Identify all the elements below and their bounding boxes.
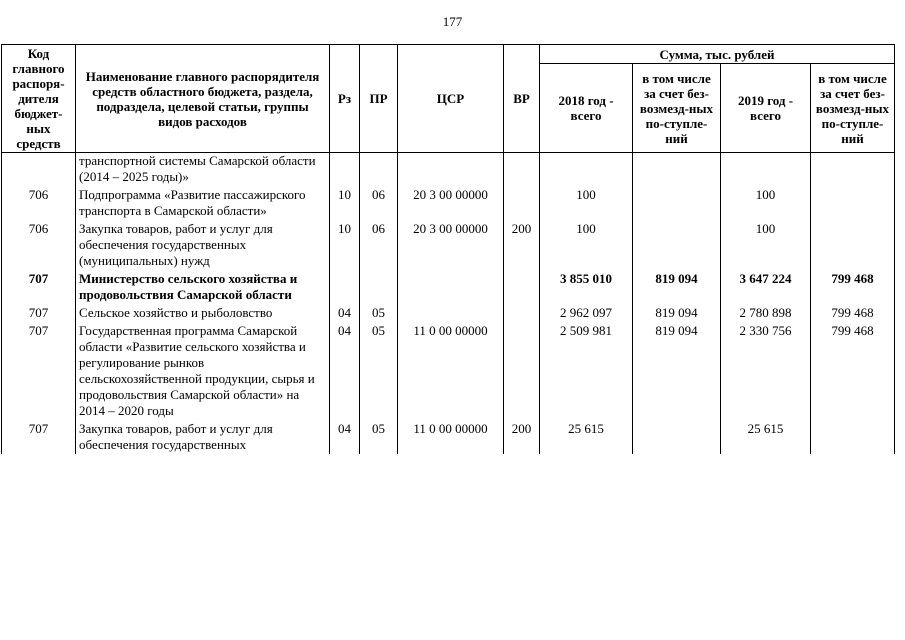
- header-2019-total: 2019 год - всего: [721, 64, 811, 153]
- cell-code: 706: [2, 186, 76, 220]
- cell-2019-free: [811, 420, 895, 454]
- header-name: Наименование главного распорядителя средств областного бюджета, раздела, подраздела, целевой статьи, группы видов расходов: [76, 45, 330, 153]
- cell-code: 706: [2, 220, 76, 270]
- cell-name: Закупка товаров, работ и услуг для обеспечения государственных (муниципальных) нужд: [76, 220, 330, 270]
- cell-csr: 11 0 00 00000: [398, 322, 504, 420]
- header-2018-total: 2018 год - всего: [540, 64, 633, 153]
- cell-code: 707: [2, 322, 76, 420]
- cell-code: 707: [2, 304, 76, 322]
- cell-code: 707: [2, 420, 76, 454]
- cell-name: Государственная программа Самарской области «Развитие сельского хозяйства и регулирование рынков сельскохозяйственной продукции, сырья и продовольствия Самарской области» на 2014 – 2020 годы: [76, 322, 330, 420]
- cell-csr: [398, 304, 504, 322]
- cell-pr: [360, 153, 398, 187]
- cell-2018-free: [633, 420, 721, 454]
- cell-2019-total: 100: [721, 186, 811, 220]
- cell-name: Закупка товаров, работ и услуг для обеспечения государственных: [76, 420, 330, 454]
- header-vr: ВР: [504, 45, 540, 153]
- cell-vr: [504, 270, 540, 304]
- cell-2019-free: [811, 186, 895, 220]
- cell-rz: 04: [330, 322, 360, 420]
- cell-2018-free: 819 094: [633, 322, 721, 420]
- cell-2018-free: [633, 220, 721, 270]
- cell-2018-free: [633, 186, 721, 220]
- cell-2019-free: 799 468: [811, 270, 895, 304]
- cell-code: [2, 153, 76, 187]
- header-2018-free: в том числе за счет без-возмезд-ных по-ступле-ний: [633, 64, 721, 153]
- cell-rz: [330, 270, 360, 304]
- table-row: [2, 186, 895, 220]
- cell-vr: [504, 186, 540, 220]
- cell-2019-free: [811, 153, 895, 187]
- cell-2019-total: 3 647 224: [721, 270, 811, 304]
- cell-name: Сельское хозяйство и рыболовство: [76, 304, 330, 322]
- cell-pr: 05: [360, 322, 398, 420]
- cell-2019-total: [721, 153, 811, 187]
- table-body: [2, 153, 895, 455]
- cell-2019-total: 2 330 756: [721, 322, 811, 420]
- cell-pr: 05: [360, 420, 398, 454]
- cell-2018-total: 100: [540, 186, 633, 220]
- table-row: [2, 420, 895, 454]
- cell-rz: 10: [330, 186, 360, 220]
- cell-2018-total: 2 509 981: [540, 322, 633, 420]
- cell-2018-total: 3 855 010: [540, 270, 633, 304]
- cell-2019-total: 25 615: [721, 420, 811, 454]
- cell-rz: 04: [330, 420, 360, 454]
- cell-pr: 05: [360, 304, 398, 322]
- header-2019-free: в том числе за счет без-возмезд-ных по-ступле-ний: [811, 64, 895, 153]
- cell-2019-free: [811, 220, 895, 270]
- cell-name: Подпрограмма «Развитие пассажирского транспорта в Самарской области»: [76, 186, 330, 220]
- cell-code: 707: [2, 270, 76, 304]
- cell-name: Министерство сельского хозяйства и продовольствия Самарской области: [76, 270, 330, 304]
- cell-vr: [504, 304, 540, 322]
- budget-table: [1, 44, 895, 454]
- cell-2019-total: 100: [721, 220, 811, 270]
- cell-rz: 10: [330, 220, 360, 270]
- cell-csr: 20 3 00 00000: [398, 220, 504, 270]
- cell-pr: 06: [360, 220, 398, 270]
- cell-2018-total: 25 615: [540, 420, 633, 454]
- cell-vr: [504, 153, 540, 187]
- cell-vr: [504, 322, 540, 420]
- cell-2018-free: 819 094: [633, 270, 721, 304]
- header-csr: ЦСР: [398, 45, 504, 153]
- cell-csr: [398, 153, 504, 187]
- table-row: [2, 270, 895, 304]
- cell-2019-total: 2 780 898: [721, 304, 811, 322]
- header-pr: ПР: [360, 45, 398, 153]
- cell-csr: 20 3 00 00000: [398, 186, 504, 220]
- cell-rz: [330, 153, 360, 187]
- cell-csr: 11 0 00 00000: [398, 420, 504, 454]
- cell-2018-free: 819 094: [633, 304, 721, 322]
- cell-2018-total: [540, 153, 633, 187]
- table-row: [2, 153, 895, 187]
- cell-vr: 200: [504, 220, 540, 270]
- cell-2018-free: [633, 153, 721, 187]
- cell-vr: 200: [504, 420, 540, 454]
- table-row: [2, 220, 895, 270]
- cell-pr: [360, 270, 398, 304]
- header-sum: Сумма, тыс. рублей: [540, 45, 895, 64]
- cell-name: транспортной системы Самарской области (2014 – 2025 годы)»: [76, 153, 330, 187]
- header-rz: Рз: [330, 45, 360, 153]
- table-header: [2, 45, 895, 153]
- page-number: 177: [442, 14, 463, 29]
- cell-2019-free: 799 468: [811, 304, 895, 322]
- cell-2018-total: 2 962 097: [540, 304, 633, 322]
- cell-rz: 04: [330, 304, 360, 322]
- table-row: [2, 322, 895, 420]
- table-row: [2, 304, 895, 322]
- cell-2018-total: 100: [540, 220, 633, 270]
- cell-2019-free: 799 468: [811, 322, 895, 420]
- cell-pr: 06: [360, 186, 398, 220]
- cell-csr: [398, 270, 504, 304]
- header-code: Код главного распоря-дителя бюджет-ных средств: [2, 45, 76, 153]
